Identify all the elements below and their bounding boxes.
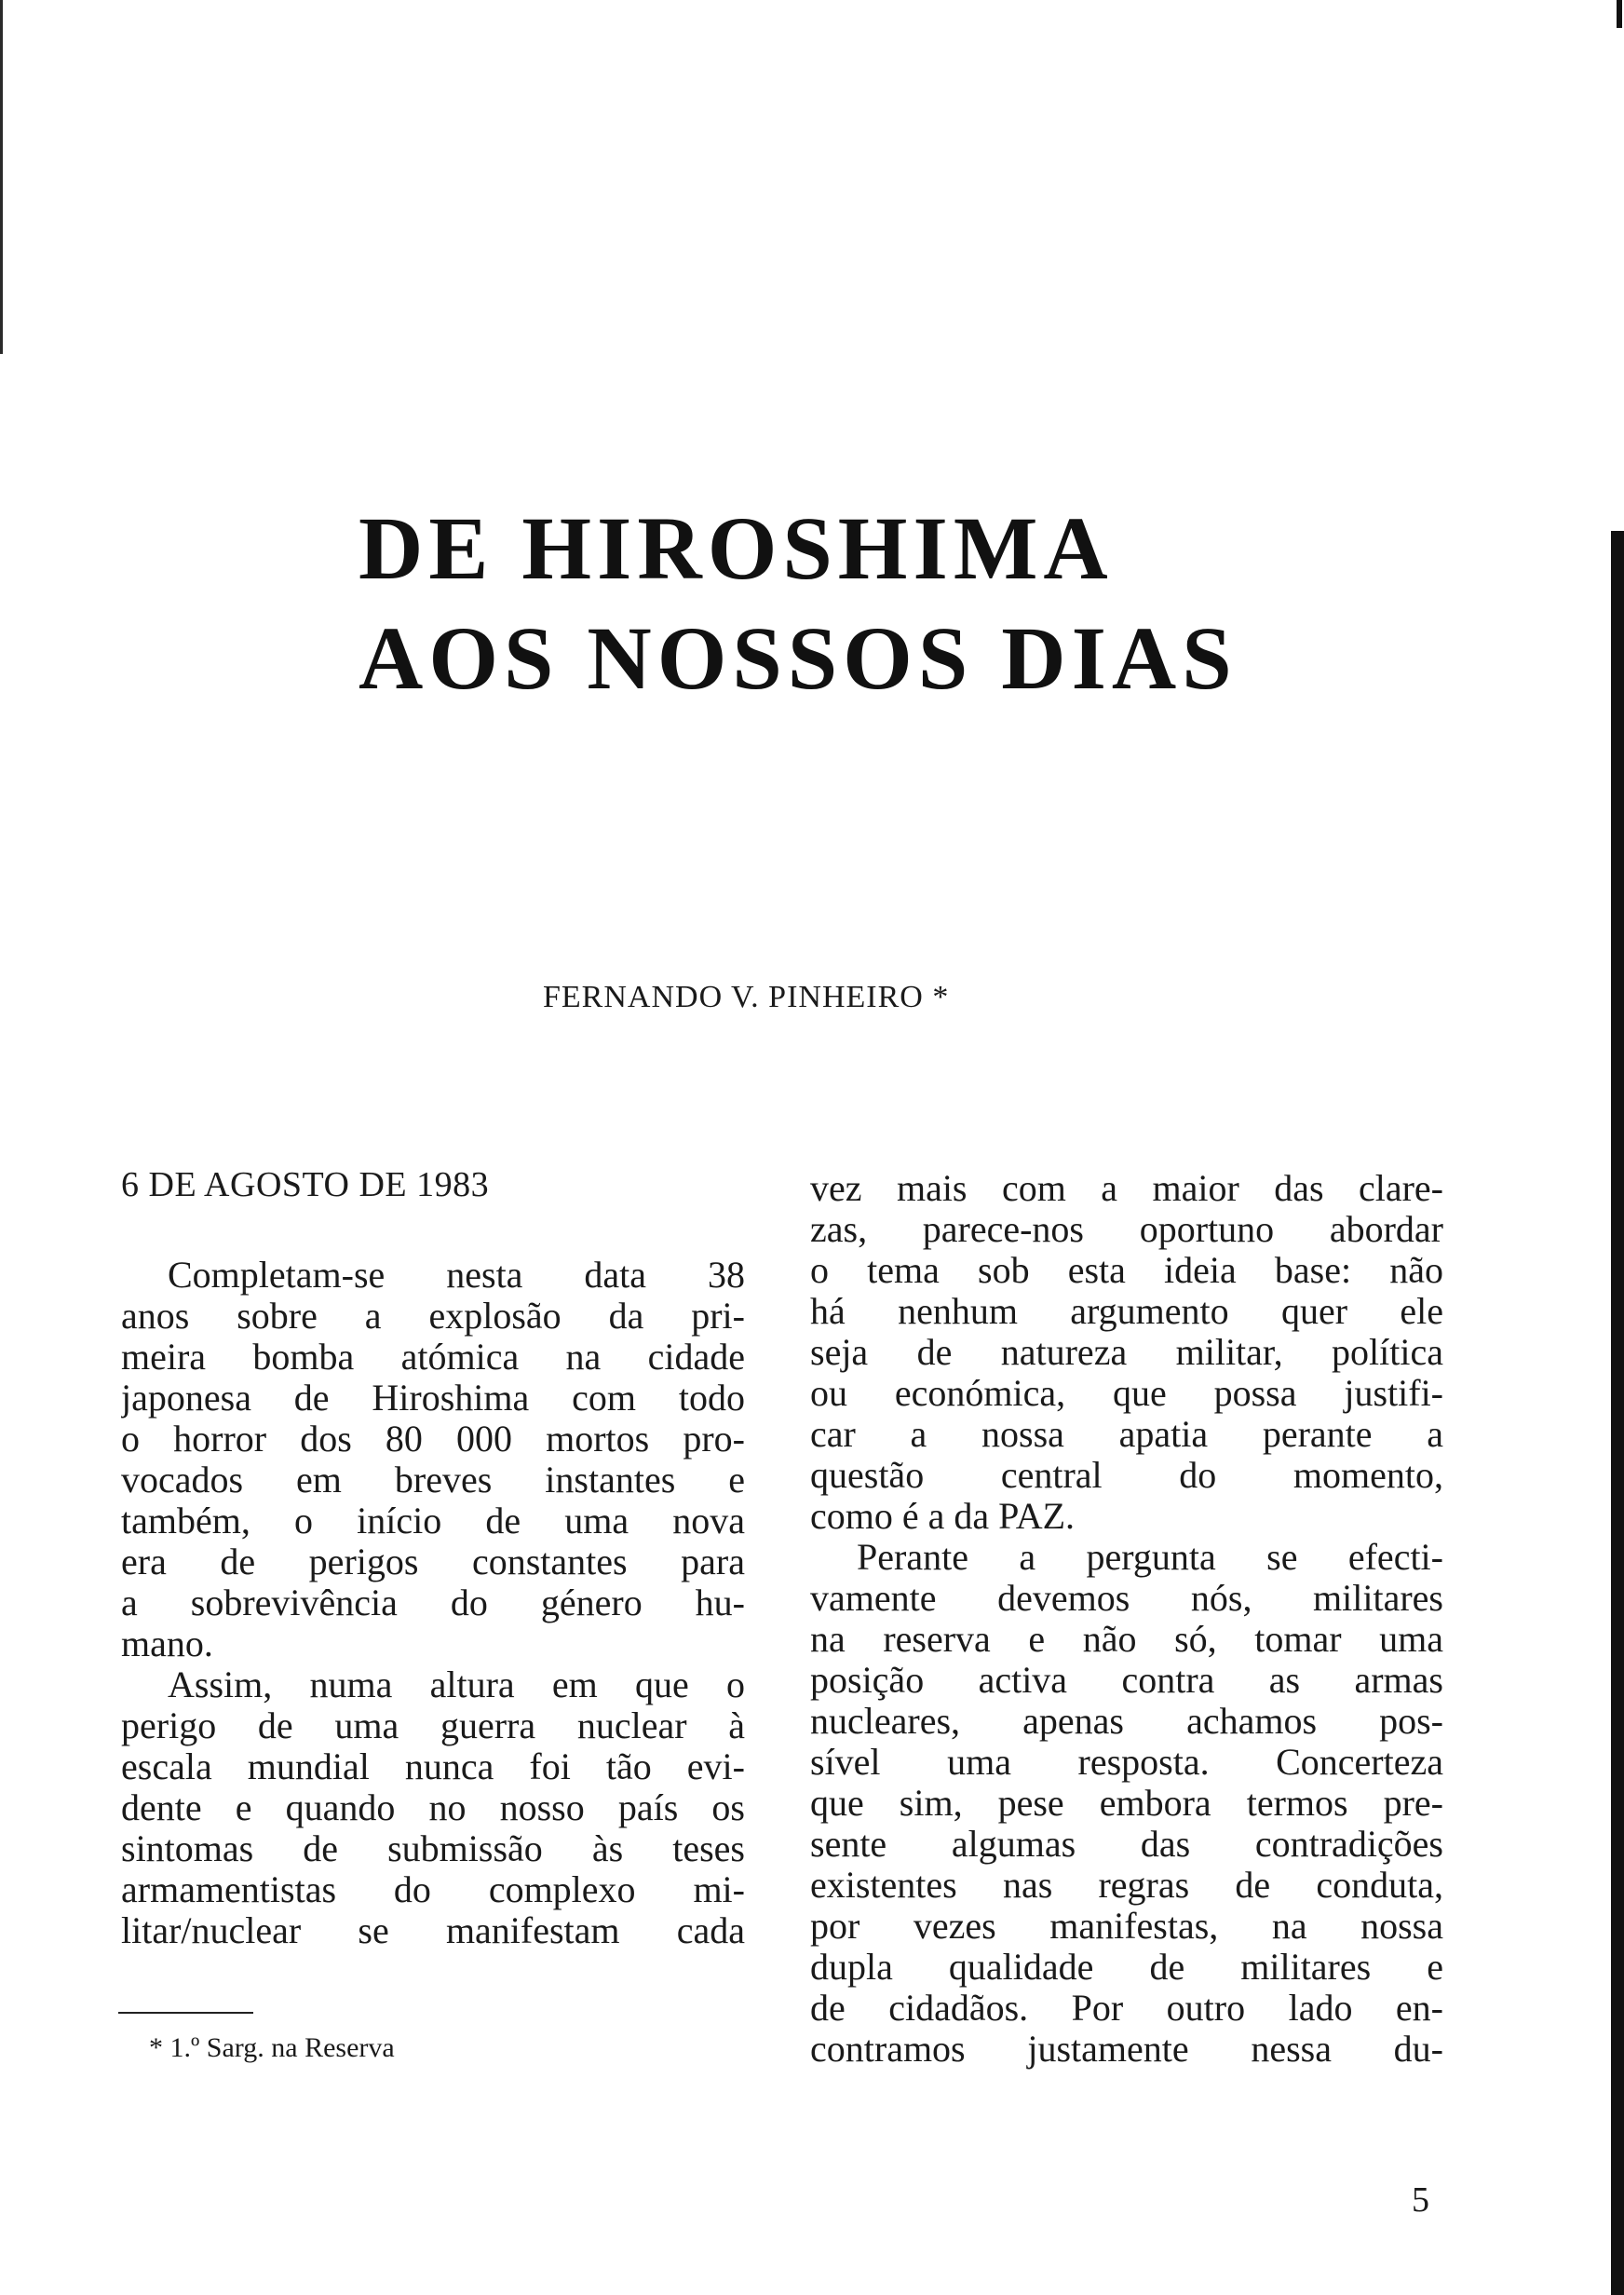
text-line: vocados em breves instantes e xyxy=(121,1460,745,1501)
text-line: como é a da PAZ. xyxy=(810,1495,1076,1537)
left-column xyxy=(121,1164,745,1951)
text-line: dente e quando no nosso país os xyxy=(121,1787,745,1828)
article-title xyxy=(359,494,1238,713)
footnote: * 1.º Sarg. na Reserva xyxy=(149,2032,395,2063)
text-line: Completam-se nesta data 38 xyxy=(168,1255,745,1296)
text-line: questão central do momento, xyxy=(810,1455,1443,1496)
text-line: litar/nuclear se manifestam cada xyxy=(121,1910,745,1951)
text-line: perigo de uma guerra nuclear à xyxy=(121,1705,745,1746)
text-line: de cidadãos. Por outro lado en- xyxy=(810,1988,1443,2029)
text-line: vez mais com a maior das clare- xyxy=(810,1168,1443,1209)
page-number: 5 xyxy=(1412,2180,1429,2220)
title-line-2: AOS NOSSOS DIAS xyxy=(359,608,1238,708)
paragraph-1 xyxy=(121,1255,745,1664)
text-line: era de perigos constantes para xyxy=(121,1541,745,1582)
text-line: contramos justamente nessa du- xyxy=(810,2029,1443,2070)
text-line: ou económica, que possa justifi- xyxy=(810,1373,1443,1414)
text-line: seja de natureza militar, política xyxy=(810,1332,1443,1373)
text-line: dupla qualidade de militares e xyxy=(810,1947,1443,1988)
text-line: por vezes manifestas, na nossa xyxy=(810,1906,1443,1947)
text-line: car a nossa apatia perante a xyxy=(810,1414,1443,1455)
text-line: escala mundial nunca foi tão evi- xyxy=(121,1746,745,1787)
paragraph-3 xyxy=(810,1537,1443,2070)
text-line: também, o início de uma nova xyxy=(121,1501,745,1541)
text-line: anos sobre a explosão da pri- xyxy=(121,1296,745,1337)
text-line: meira bomba atómica na cidade xyxy=(121,1337,745,1378)
paragraph-2 xyxy=(121,1664,745,1951)
text-line: que sim, pese embora termos pre- xyxy=(810,1783,1443,1824)
paragraph-2-continued xyxy=(810,1168,1443,1537)
text-line: Assim, numa altura em que o xyxy=(168,1664,745,1705)
text-line: mano. xyxy=(121,1623,213,1664)
text-line: armamentistas do complexo mi- xyxy=(121,1869,745,1910)
footnote-divider xyxy=(118,2012,253,2014)
text-line: sente algumas das contradições xyxy=(810,1824,1443,1865)
text-line: sintomas de submissão às teses xyxy=(121,1828,745,1869)
right-column xyxy=(810,1168,1443,2070)
text-line: o horror dos 80 000 mortos pro- xyxy=(121,1419,745,1460)
text-line: Perante a pergunta se efecti- xyxy=(857,1537,1443,1578)
title-line-1: DE HIROSHIMA xyxy=(359,498,1114,598)
text-line: sível uma resposta. Concerteza xyxy=(810,1742,1443,1783)
text-line: posição activa contra as armas xyxy=(810,1660,1443,1701)
text-line: vamente devemos nós, militares xyxy=(810,1578,1443,1619)
text-line: na reserva e não só, tomar uma xyxy=(810,1619,1443,1660)
scan-edge-right xyxy=(1611,531,1624,2295)
text-line: existentes nas regras de conduta, xyxy=(810,1865,1443,1906)
scan-edge-left xyxy=(0,0,3,354)
section-heading-date: 6 DE AGOSTO DE 1983 xyxy=(121,1165,490,1204)
text-line: japonesa de Hiroshima com todo xyxy=(121,1378,745,1419)
text-line: o tema sob esta ideia base: não xyxy=(810,1250,1443,1291)
text-line: zas, parece-nos oportuno abordar xyxy=(810,1209,1443,1250)
author-byline: FERNANDO V. PINHEIRO * xyxy=(543,980,950,1014)
scan-corner-mark xyxy=(1617,0,1622,28)
text-line: a sobrevivência do género hu- xyxy=(121,1582,745,1623)
text-line: nucleares, apenas achamos pos- xyxy=(810,1701,1443,1742)
text-line: há nenhum argumento quer ele xyxy=(810,1291,1443,1332)
